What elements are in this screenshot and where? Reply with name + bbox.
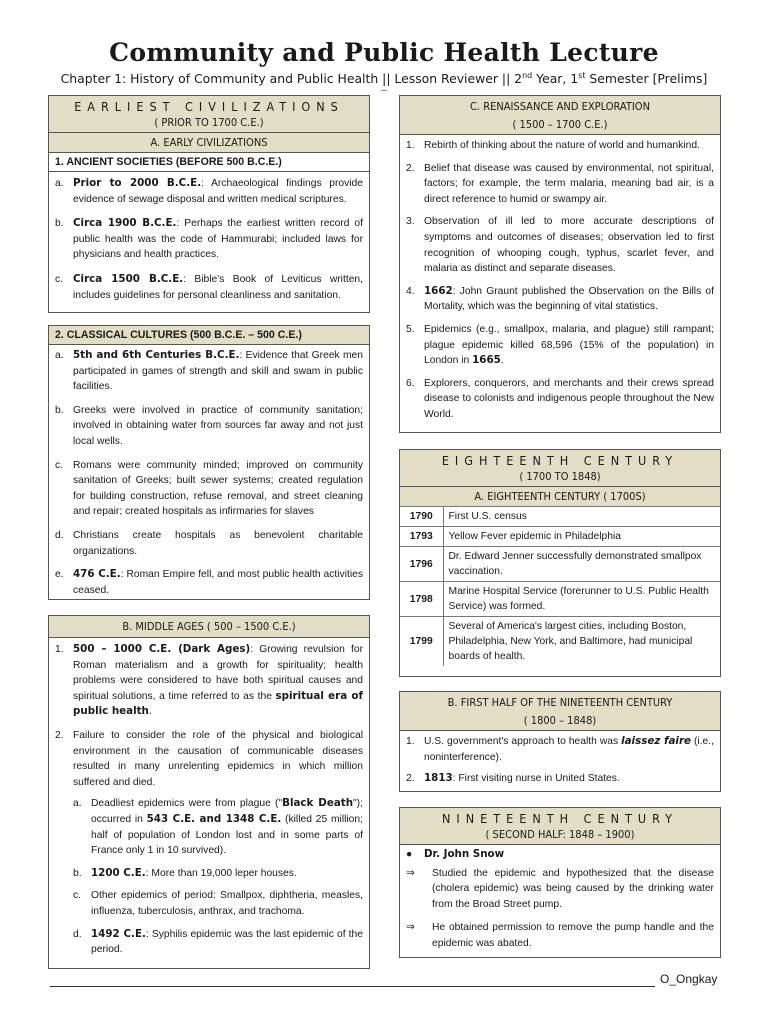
- list-item: b. Circa 1900 B.C.E.: Perhaps the earliest written record of public health was the code of Hammurabi; included laws for physicians and health practices.: [55, 217, 363, 261]
- list-item: 3. Observation of ill led to more accurate descriptions of symptoms and outcomes of diseases; observation led to first recognition of whooping cough, typhus, scarlet fever, and malaria as distinct and separate diseases.: [406, 216, 714, 275]
- list-item: c. Romans were community minded; improved on community sanitation of Greeks; built sewer systems; created regulation for building construction, refuse removal, and street cleaning and repair; created hospitals as infirmaries for slaves: [55, 459, 363, 518]
- table-row: [400, 547, 720, 582]
- bullet-item: [406, 847, 714, 863]
- arrow-right-icon: ⇒: [406, 922, 415, 934]
- middle-ages-list: [49, 638, 369, 958]
- nineteenth-title: NINETEENTH CENTURY: [442, 811, 678, 826]
- list-item: 1. Rebirth of thinking about the nature of world and humankind.: [406, 140, 700, 151]
- event-cell: Dr. Edward Jenner successfully demonstrated smallpox vaccination.: [443, 547, 720, 582]
- ancient-societies-label: 1. ANCIENT SOCIETIES (BEFORE 500 B.C.E.): [49, 153, 369, 172]
- event-cell: Marine Hospital Service (forerunner to U.S. Public Health Service) was formed.: [443, 582, 720, 617]
- list-item: b. 1200 C.E.: More than 19,000 leper houses.: [73, 866, 297, 879]
- earliest-civilizations-box: [48, 95, 370, 313]
- list-item: 1. U.S. government's approach to health was laissez faire (i.e., noninterference).: [406, 735, 714, 763]
- list-item: 2. Belief that disease was caused by environmental, not spiritual, factors; for example, the term malaria, meaning bad air, is a direct reference to humid or swampy air.: [406, 162, 714, 205]
- nineteenth-list: [400, 845, 720, 952]
- list-item: 2. 1813: First visiting nurse in United States.: [406, 772, 620, 785]
- ancient-list: [49, 172, 369, 303]
- list-item: c. Other epidemics of period: Smallpox, diphtheria, measles, influenza, tuberculosis, anthrax, and trachoma.: [73, 890, 363, 917]
- earliest-header: [49, 96, 369, 153]
- eighteenth-century-box: [399, 449, 721, 677]
- early-civilizations-label: A. EARLY CIVILIZATIONS: [49, 132, 369, 152]
- footer-divider: [50, 986, 655, 987]
- list-item: 4. 1662: John Graunt published the Observation on the Bills of Mortality, which was the beginning of vital statistics.: [406, 284, 714, 313]
- list-item: d. 1492 C.E.: Syphilis epidemic was the last epidemic of the period.: [73, 927, 363, 956]
- classical-cultures-label: 2. CLASSICAL CULTURES (500 B.C.E. – 500 C.E.): [49, 326, 369, 345]
- eighteenth-range: ( 1700 TO 1848): [519, 470, 601, 483]
- renaissance-range: ( 1500 – 1700 C.E.): [512, 118, 608, 131]
- event-cell: Several of America's largest cities, including Boston, Philadelphia, New York, and Baltimore, had municipal boards of health.: [443, 617, 720, 667]
- first-half-title: B. FIRST HALF OF THE NINETEENTH CENTURY: [447, 696, 673, 709]
- earliest-range: ( PRIOR TO 1700 C.E.): [154, 116, 264, 129]
- first-half-range: ( 1800 – 1848): [523, 714, 597, 727]
- earliest-title: EARLIEST CIVILIZATIONS: [74, 99, 344, 114]
- year-cell: 1798: [400, 582, 443, 617]
- renaissance-header: [400, 96, 720, 135]
- separator: --: [381, 85, 387, 95]
- document-subtitle: Chapter 1: History of Community and Public Health || Lesson Reviewer || 2nd Year, 1st Semester [Prelims]: [60, 71, 708, 87]
- table-row: [400, 617, 720, 667]
- classical-cultures-box: [48, 325, 370, 600]
- footer-author: O_Ongkay: [660, 972, 718, 986]
- list-item: c. Circa 1500 B.C.E.: Bible's Book of Leviticus written, includes guidelines for personal cleanliness and sanitation.: [55, 272, 364, 301]
- list-item: a. Prior to 2000 B.C.E.: Archaeological findings provide evidence of sewage disposal and written medical scriptures.: [55, 177, 364, 205]
- nineteenth-header: [400, 808, 720, 845]
- list-item: d. Christians create hospitals as benevolent charitable organizations.: [55, 529, 363, 557]
- eighteenth-header: [400, 450, 720, 506]
- table-row: [400, 582, 720, 617]
- event-cell: Yellow Fever epidemic in Philadelphia: [443, 527, 720, 547]
- first-half-list: [400, 731, 720, 787]
- middle-ages-header: B. MIDDLE AGES ( 500 – 1500 C.E.): [49, 616, 369, 638]
- arrow-right-icon: ⇒: [406, 867, 415, 879]
- list-item: ⇒ He obtained permission to remove the pump handle and the epidemic was abated.: [406, 920, 714, 951]
- first-half-nineteenth-box: [399, 691, 721, 792]
- eighteenth-title: EIGHTEENTH CENTURY: [441, 453, 679, 468]
- renaissance-title: C. RENAISSANCE AND EXPLORATION: [470, 100, 650, 113]
- event-cell: First U.S. census: [443, 507, 720, 527]
- year-cell: 1799: [400, 617, 443, 667]
- nineteenth-century-box: [399, 807, 721, 958]
- person-name: Dr. John Snow: [424, 848, 505, 860]
- list-item: a. Deadliest epidemics were from plague ("Black Death"); occurred in 543 C.E. and 1348 C.E. (killed 25 million; half of population of London lost and in some parts of France only 1 in 10 survived).: [73, 797, 363, 857]
- renaissance-box: [399, 95, 721, 433]
- middle-ages-sublist: [55, 796, 363, 957]
- bullet-icon: ●: [406, 849, 413, 860]
- eighteenth-timeline-table: [400, 506, 720, 666]
- middle-ages-box: [48, 615, 370, 969]
- first-half-header: [400, 692, 720, 731]
- list-item: 2. Failure to consider the role of the physical and biological environment in the causation of communicable diseases resulted in many unrelenting epidemics in which million suffered and died.: [55, 729, 363, 788]
- list-item: a. 5th and 6th Centuries B.C.E.: Evidence that Greek men participated in games of strength and skill and swam in public facilities.: [55, 349, 363, 393]
- list-item: 6. Explorers, conquerors, and merchants and their crews spread disease to colonists and indigenous people throughout the New World.: [406, 377, 714, 420]
- table-row: [400, 527, 720, 547]
- list-item: 5. Epidemics (e.g., smallpox, malaria, and plague) still rampant; plague epidemic killed 68,596 (15% of the population) in London in 1665.: [406, 323, 714, 367]
- list-item: b. Greeks were involved in practice of community sanitation; involved in obtaining water from sources far away and not just local wells.: [55, 404, 363, 447]
- list-item: ⇒ Studied the epidemic and hypothesized that the disease (cholera epidemic) was being caused by the drinking water from the Broad Street pump.: [406, 866, 714, 913]
- nineteenth-range: ( SECOND HALF: 1848 – 1900): [485, 828, 635, 841]
- eighteenth-sub-label: A. EIGHTEENTH CENTURY ( 1700S): [400, 486, 720, 506]
- renaissance-list: [400, 135, 720, 423]
- year-cell: 1793: [400, 527, 443, 547]
- classical-list: [49, 345, 369, 598]
- list-item: e. 476 C.E.: Roman Empire fell, and most public health activities ceased.: [55, 568, 363, 596]
- year-cell: 1796: [400, 547, 443, 582]
- list-item: 1. 500 – 1000 C.E. (Dark Ages): Growing revulsion for Roman materialism and a growth for spirituality; health problems were considered to have both spiritual causes and spiritual solutions, a time referred to as the spiritual era of public health.: [55, 643, 363, 718]
- table-row: [400, 507, 720, 527]
- document-title: Community and Public Health Lecture: [109, 38, 659, 67]
- year-cell: 1790: [400, 507, 443, 527]
